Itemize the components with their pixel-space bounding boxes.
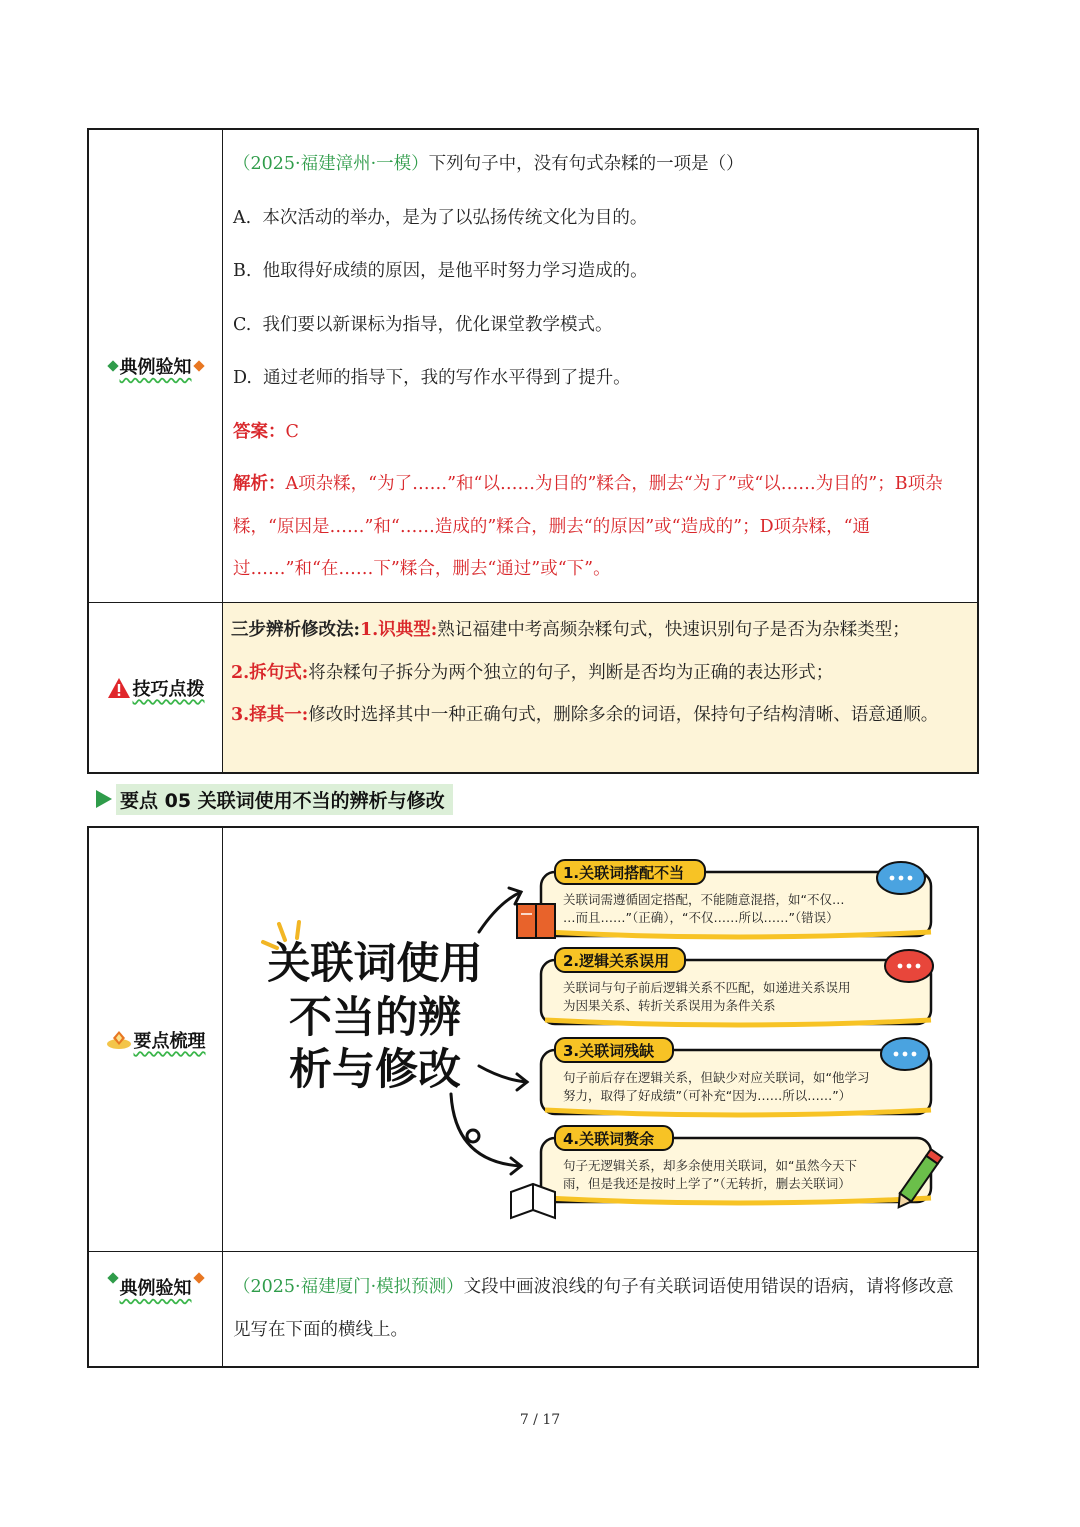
- example-row-2: [89, 1252, 977, 1366]
- section-heading: [96, 781, 453, 817]
- warning-icon: [107, 677, 131, 699]
- question-text: 下列句子中，没有句式杂糅的一项是（）: [428, 154, 744, 174]
- summary-content: [223, 828, 977, 1251]
- card-2-title: 2.逻辑关系误用: [563, 952, 670, 970]
- table-section-2: [87, 826, 979, 1368]
- example-label-cell: [89, 130, 223, 602]
- tips-text: [231, 609, 971, 737]
- option-letter: D.: [233, 368, 252, 388]
- big-title-line-2: 不当的辨: [289, 993, 461, 1043]
- question-2: [233, 1266, 969, 1351]
- card-1-line-2: …而且……”（正确），“不仅……所以……”（错误）: [563, 910, 839, 925]
- chat-bubble-icon: [877, 862, 925, 894]
- step-text: 修改时选择其中一种正确句式，删除多余的词语，保持句子结构清晰、语意通顺。: [308, 705, 939, 725]
- example-content-2: [223, 1252, 977, 1366]
- answer-line: [233, 406, 969, 460]
- chat-bubble-icon: [881, 1038, 929, 1070]
- orange-diamond-icon: [193, 360, 204, 371]
- option-c: [233, 299, 969, 353]
- option-b: [233, 245, 969, 299]
- big-title-line-1: 关联词使用: [267, 939, 483, 989]
- card-4-line-1: 句子无逻辑关系，却多余使用关联词，如“虽然今天下: [563, 1158, 857, 1173]
- example-content: [223, 130, 977, 602]
- summary-label-cell: [89, 828, 223, 1251]
- card-4-title: 4.关联词赘余: [563, 1130, 655, 1148]
- mindmap-infographic: [229, 832, 969, 1244]
- answer-label: 答案：: [233, 421, 286, 442]
- option-text: 通过老师的指导下，我的写作水平得到了提升。: [263, 368, 631, 388]
- step-text: 将杂糅句子拆分为两个独立的句子，判断是否均为正确的表达形式；: [308, 662, 834, 683]
- table-section-1: [87, 128, 979, 774]
- option-a: [233, 192, 969, 246]
- option-letter: C.: [233, 314, 252, 335]
- example-label: 典例验知: [119, 357, 192, 378]
- card-4-line-2: 雨，但是我还是按时上学了”（无转折，删去关联词）: [563, 1176, 851, 1191]
- example-label-cell-2: [89, 1252, 223, 1366]
- play-arrow-icon: [96, 790, 112, 808]
- analysis-text: A项杂糅，“为了……”和“以……为目的”糅合，删去“为了”或“以……为目的”；B项杂糅，“原因是……”和“……造成的”糅合，删去“的原因”或“造成的”；D项杂糅，“通过……”和“在……下”糅合，删去“通过”或“下”。: [233, 474, 943, 579]
- chat-bubble-icon: [885, 950, 933, 982]
- option-text: 我们要以新课标为指导，优化课堂教学模式。: [262, 314, 613, 335]
- example-label: 典例验知: [119, 1278, 192, 1299]
- option-d: [233, 352, 969, 406]
- book-icon: [517, 904, 555, 938]
- page-number: 7 / 17: [519, 1412, 561, 1428]
- option-letter: A.: [233, 207, 252, 228]
- question-source: （2025·福建漳州·一模）: [233, 154, 429, 174]
- card-1-line-1: 关联词需遵循固定搭配，不能随意混搭，如“不仅…: [563, 892, 845, 907]
- step-num: 3.: [231, 705, 250, 725]
- option-text: 他取得好成绩的原因，是他平时努力学习造成的。: [262, 261, 648, 281]
- step-num: 2.: [231, 662, 250, 683]
- analysis: [233, 463, 969, 591]
- summary-label: 要点梳理: [133, 1030, 206, 1052]
- orange-diamond-icon: [193, 1272, 204, 1283]
- heading-text: 要点 05 关联词使用不当的辨析与修改: [116, 784, 453, 815]
- option-letter: B.: [233, 261, 252, 281]
- analysis-label: 解析：: [233, 474, 286, 494]
- green-diamond-icon: [107, 1272, 118, 1283]
- step-title: 择其一:: [249, 705, 309, 725]
- question-source: （2025·福建厦门·模拟预测）: [233, 1277, 464, 1297]
- tips-row: [89, 603, 977, 772]
- arrow-lines: [451, 888, 527, 1174]
- card-2-line-2: 为因果关系、转折关系误用为条件关系: [563, 998, 776, 1013]
- example-row-1: [89, 130, 977, 603]
- step-title: 识典型:: [378, 620, 438, 640]
- tips-label-cell: [89, 603, 223, 772]
- answer-value: C: [285, 421, 299, 442]
- card-3-title: 3.关联词残缺: [563, 1042, 655, 1060]
- step-text: 熟记福建中考高频杂糅句式，快速识别句子是否为杂糅类型；: [437, 620, 910, 640]
- step-title: 拆句式:: [249, 662, 309, 683]
- green-diamond-icon: [107, 360, 118, 371]
- step-num: 1.: [359, 620, 379, 640]
- card-3-line-1: 句子前后存在逻辑关系，但缺少对应关联词，如“他学习: [563, 1070, 870, 1085]
- card-3-line-2: 努力，取得了好成绩”（可补充“因为……所以……”）: [563, 1088, 852, 1103]
- method-title: 三步辨析修改法:: [231, 620, 360, 640]
- summary-row: [89, 828, 977, 1252]
- tips-label: 技巧点拨: [132, 678, 205, 700]
- card-1-title: 1.关联词搭配不当: [563, 864, 685, 882]
- card-2-line-1: 关联词与句子前后逻辑关系不匹配，如递进关系误用: [563, 980, 851, 995]
- question-text: 文段中画波浪线的句子有关联词语使用错误的语病，请将修改意见写在下面的横线上。: [233, 1277, 954, 1340]
- question-line: [233, 138, 969, 192]
- tips-box: [223, 603, 977, 772]
- summary-icon: [106, 1030, 132, 1050]
- option-text: 本次活动的举办，是为了以弘扬传统文化为目的。: [262, 207, 648, 228]
- open-book-icon: [511, 1184, 555, 1218]
- tips-content: [223, 603, 977, 772]
- big-title-line-3: 析与修改: [289, 1045, 461, 1095]
